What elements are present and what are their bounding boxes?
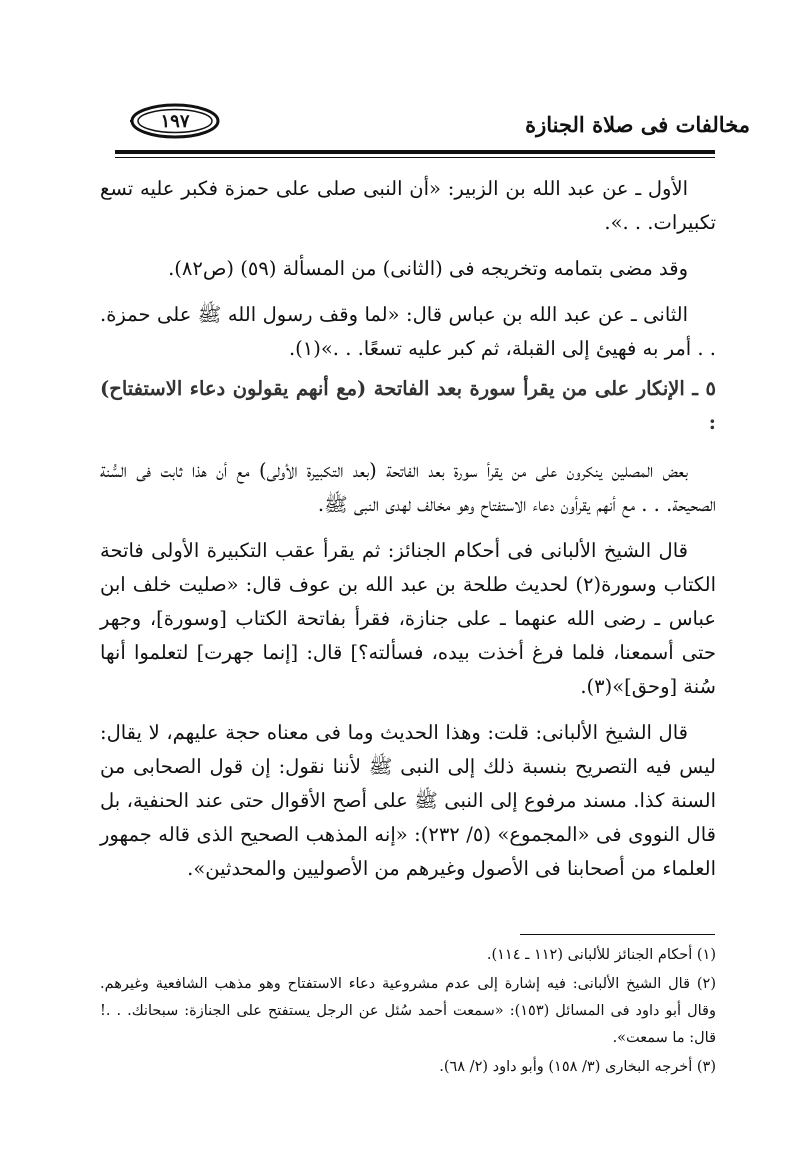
paragraph-albani-quote: قال الشيخ الألبانى فى أحكام الجنائز: ثم يقرأ عقب التكبيرة الأولى فاتحة الكتاب وسورة(٢) لحديث طلحة بن عبد الله بن عوف قال: «صليت خلف ابن عباس ـ رضى الله عنهما ـ على جنازة، فقرأ بفاتحة الكتاب [وسورة]، وجهر حتى أسمعنا، فلما فرغ أخذت بيده، فسألته؟] قال: [إنما جهرت] لتعلموا أنها سُنة [وحق]»(٣).	[100, 539, 716, 698]
footnotes	[100, 942, 716, 1083]
header-rule	[115, 150, 715, 154]
running-title: مخالفات فى صلاة الجنازة	[525, 112, 750, 137]
paragraph-cross-reference: وقد مضى بتمامه وتخريجه فى (الثانى) من المسألة (٥٩) (ص٨٢).	[168, 257, 688, 280]
main-text	[100, 172, 716, 898]
page-number: ١٩٧	[160, 111, 190, 132]
footnote-2: (٢) قال الشيخ الألبانى: فيه إشارة إلى عدم مشروعية دعاء الاستفتاح وهو مذهب الشافعية وغيرهم. وقال أبو داود فى المسائل (١٥٣): «سمعت أحمد سُئل عن الرجل يستفتح على الجنازة: سبحانك. . .! قال: ما سمعت».	[100, 976, 716, 1046]
footnote-3: (٣) أخرجه البخارى (٣/ ١٥٨) وأبو داود (٢/ ٦٨).	[439, 1059, 716, 1075]
paragraph-first-narration: الأول ـ عن عبد الله بن الزبير: «أن النبى صلى على حمزة فكبر عليه تسع تكبيرات. . .».	[100, 177, 716, 234]
footnote-1: (١) أحكام الجنائز للألبانى (١١٢ ـ ١١٤).	[486, 947, 716, 963]
footnote-separator	[520, 934, 715, 935]
page-header	[130, 98, 750, 150]
paragraph-second-narration: الثانى ـ عن عبد الله بن عباس قال: «لما وقف رسول الله ﷺ على حمزة. . . أمر به فهيئ إلى القبلة، ثم كبر عليه تسعًا. . .»(١).	[100, 303, 716, 360]
section-heading: ٥ ـ الإنكار على من يقرأ سورة بعد الفاتحة (مع أنهم يقولون دعاء الاستفتاح) :	[100, 377, 716, 434]
page-number-badge	[130, 102, 220, 140]
paragraph-objection: بعض المصلين ينكرون على من يقرأ سورة بعد الفاتحة (بعد التكبيرة الأولى) مع أن هذا ثابت فى السُّنة الصحيحة. . . مع أنهم يقرأون دعاء الاستفتاح وهو مخالف لهدى النبى ﷺ.	[100, 459, 716, 516]
paragraph-albani-comment: قال الشيخ الألبانى: قلت: وهذا الحديث وما فى معناه حجة عليهم، لا يقال: ليس فيه التصريح بنسبة ذلك إلى النبى ﷺ لأننا نقول: إن قول الصحابى من السنة كذا. مسند مرفوع إلى النبى ﷺ على أصح الأقوال حتى عند الحنفية، بل قال النووى فى «المجموع» (٥/ ٢٣٢): «إنه المذهب الصحيح الذى قاله جمهور العلماء من أصحابنا فى الأصول وغيرهم من الأصوليين والمحدثين».	[100, 721, 716, 880]
header-rule-thin	[115, 157, 715, 158]
